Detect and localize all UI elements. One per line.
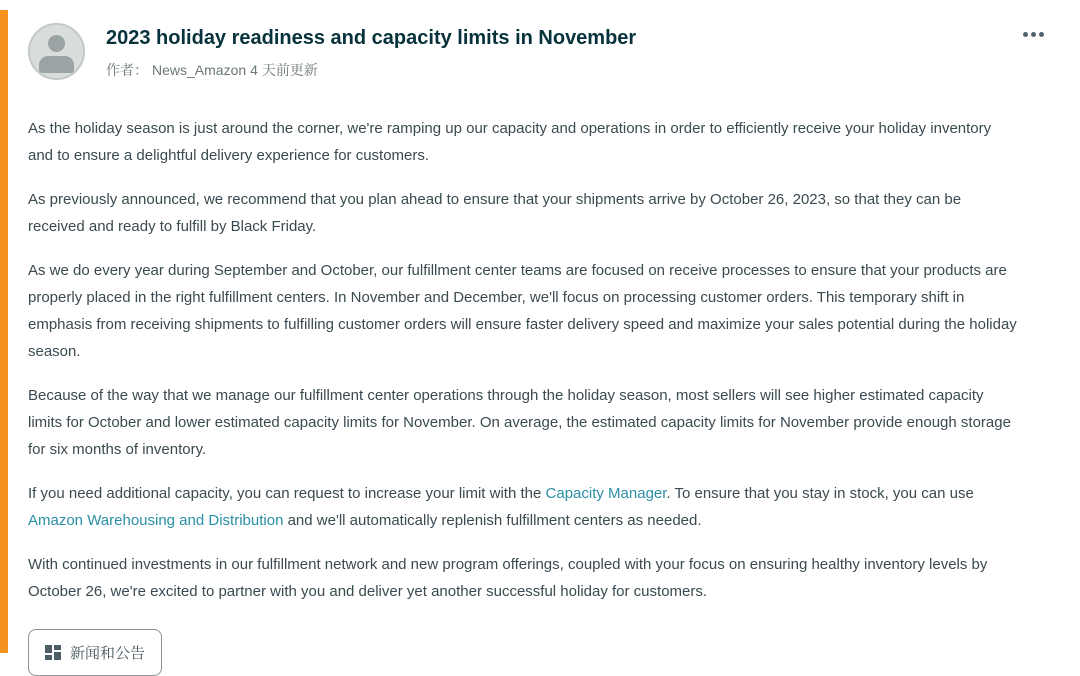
avatar-person-icon [48,35,65,52]
accent-left-bar [0,10,8,653]
paragraph-text: and we'll automatically replenish fulfillment centers as needed. [283,512,702,529]
paragraph [28,480,1020,534]
paragraph-text: As previously announced, we recommend that you plan ahead to ensure that your shipments arrive by October 26, 2023, so that they can be received and ready to fulfill by Black Friday. [28,191,962,235]
paragraph-text: As we do every year during September and October, our fulfillment center teams are focused on receive processes to ensure that your products are properly placed in the right fulfillment centers. In November and December, we'll focus on processing customer orders. This temporary shift in emphasis from receiving shipments to fulfilling customer orders will ensure faster delivery speed and maximize your sales potential during the holiday season. [28,262,1017,360]
ellipsis-icon [1023,32,1028,37]
byline-prefix: 作者： [106,62,148,78]
paragraph [28,257,1020,365]
tag-row [0,622,1080,676]
byline [106,60,318,80]
paragraph [28,186,1020,240]
capacity-manager-link[interactable]: Capacity Manager [545,485,667,502]
paragraph-text: Because of the way that we manage our fulfillment center operations through the holiday season, most sellers will see higher estimated capacity limits for October and lower estimated capacity limits for November. On average, the estimated capacity limits for November provide enough storage for six months of inventory. [28,387,1011,458]
post-header [0,0,1080,80]
article-body [0,80,1052,605]
paragraph [28,551,1020,605]
paragraph-text: As the holiday season is just around the corner, we're ramping up our capacity and operations in order to efficiently receive your holiday inventory and to ensure a delightful delivery experience for customers. [28,120,992,164]
more-options-button[interactable] [1019,28,1048,41]
avatar-person-icon-torso [39,56,74,73]
paragraph [28,115,1020,169]
paragraph [28,382,1020,463]
avatar [28,23,85,80]
paragraph-text: If you need additional capacity, you can request to increase your limit with the [28,485,546,502]
page-title: 2023 holiday readiness and capacity limits in November [106,27,637,49]
tag-label: 新闻和公告 [70,645,146,662]
author-name: News_Amazon [152,62,247,78]
paragraph-text: . To ensure that you stay in stock, you can use [666,485,974,502]
paragraph-text: With continued investments in our fulfillment network and new program offerings, coupled with your focus on ensuring healthy inventory levels by October 26, we're excited to partner with you and deliver yet another successful holiday for customers. [28,556,988,600]
updated-time: 4 天前更新 [250,62,318,78]
amazon-warehousing-and-distribution-link[interactable]: Amazon Warehousing and Distribution [28,512,284,529]
header-text [106,23,636,80]
